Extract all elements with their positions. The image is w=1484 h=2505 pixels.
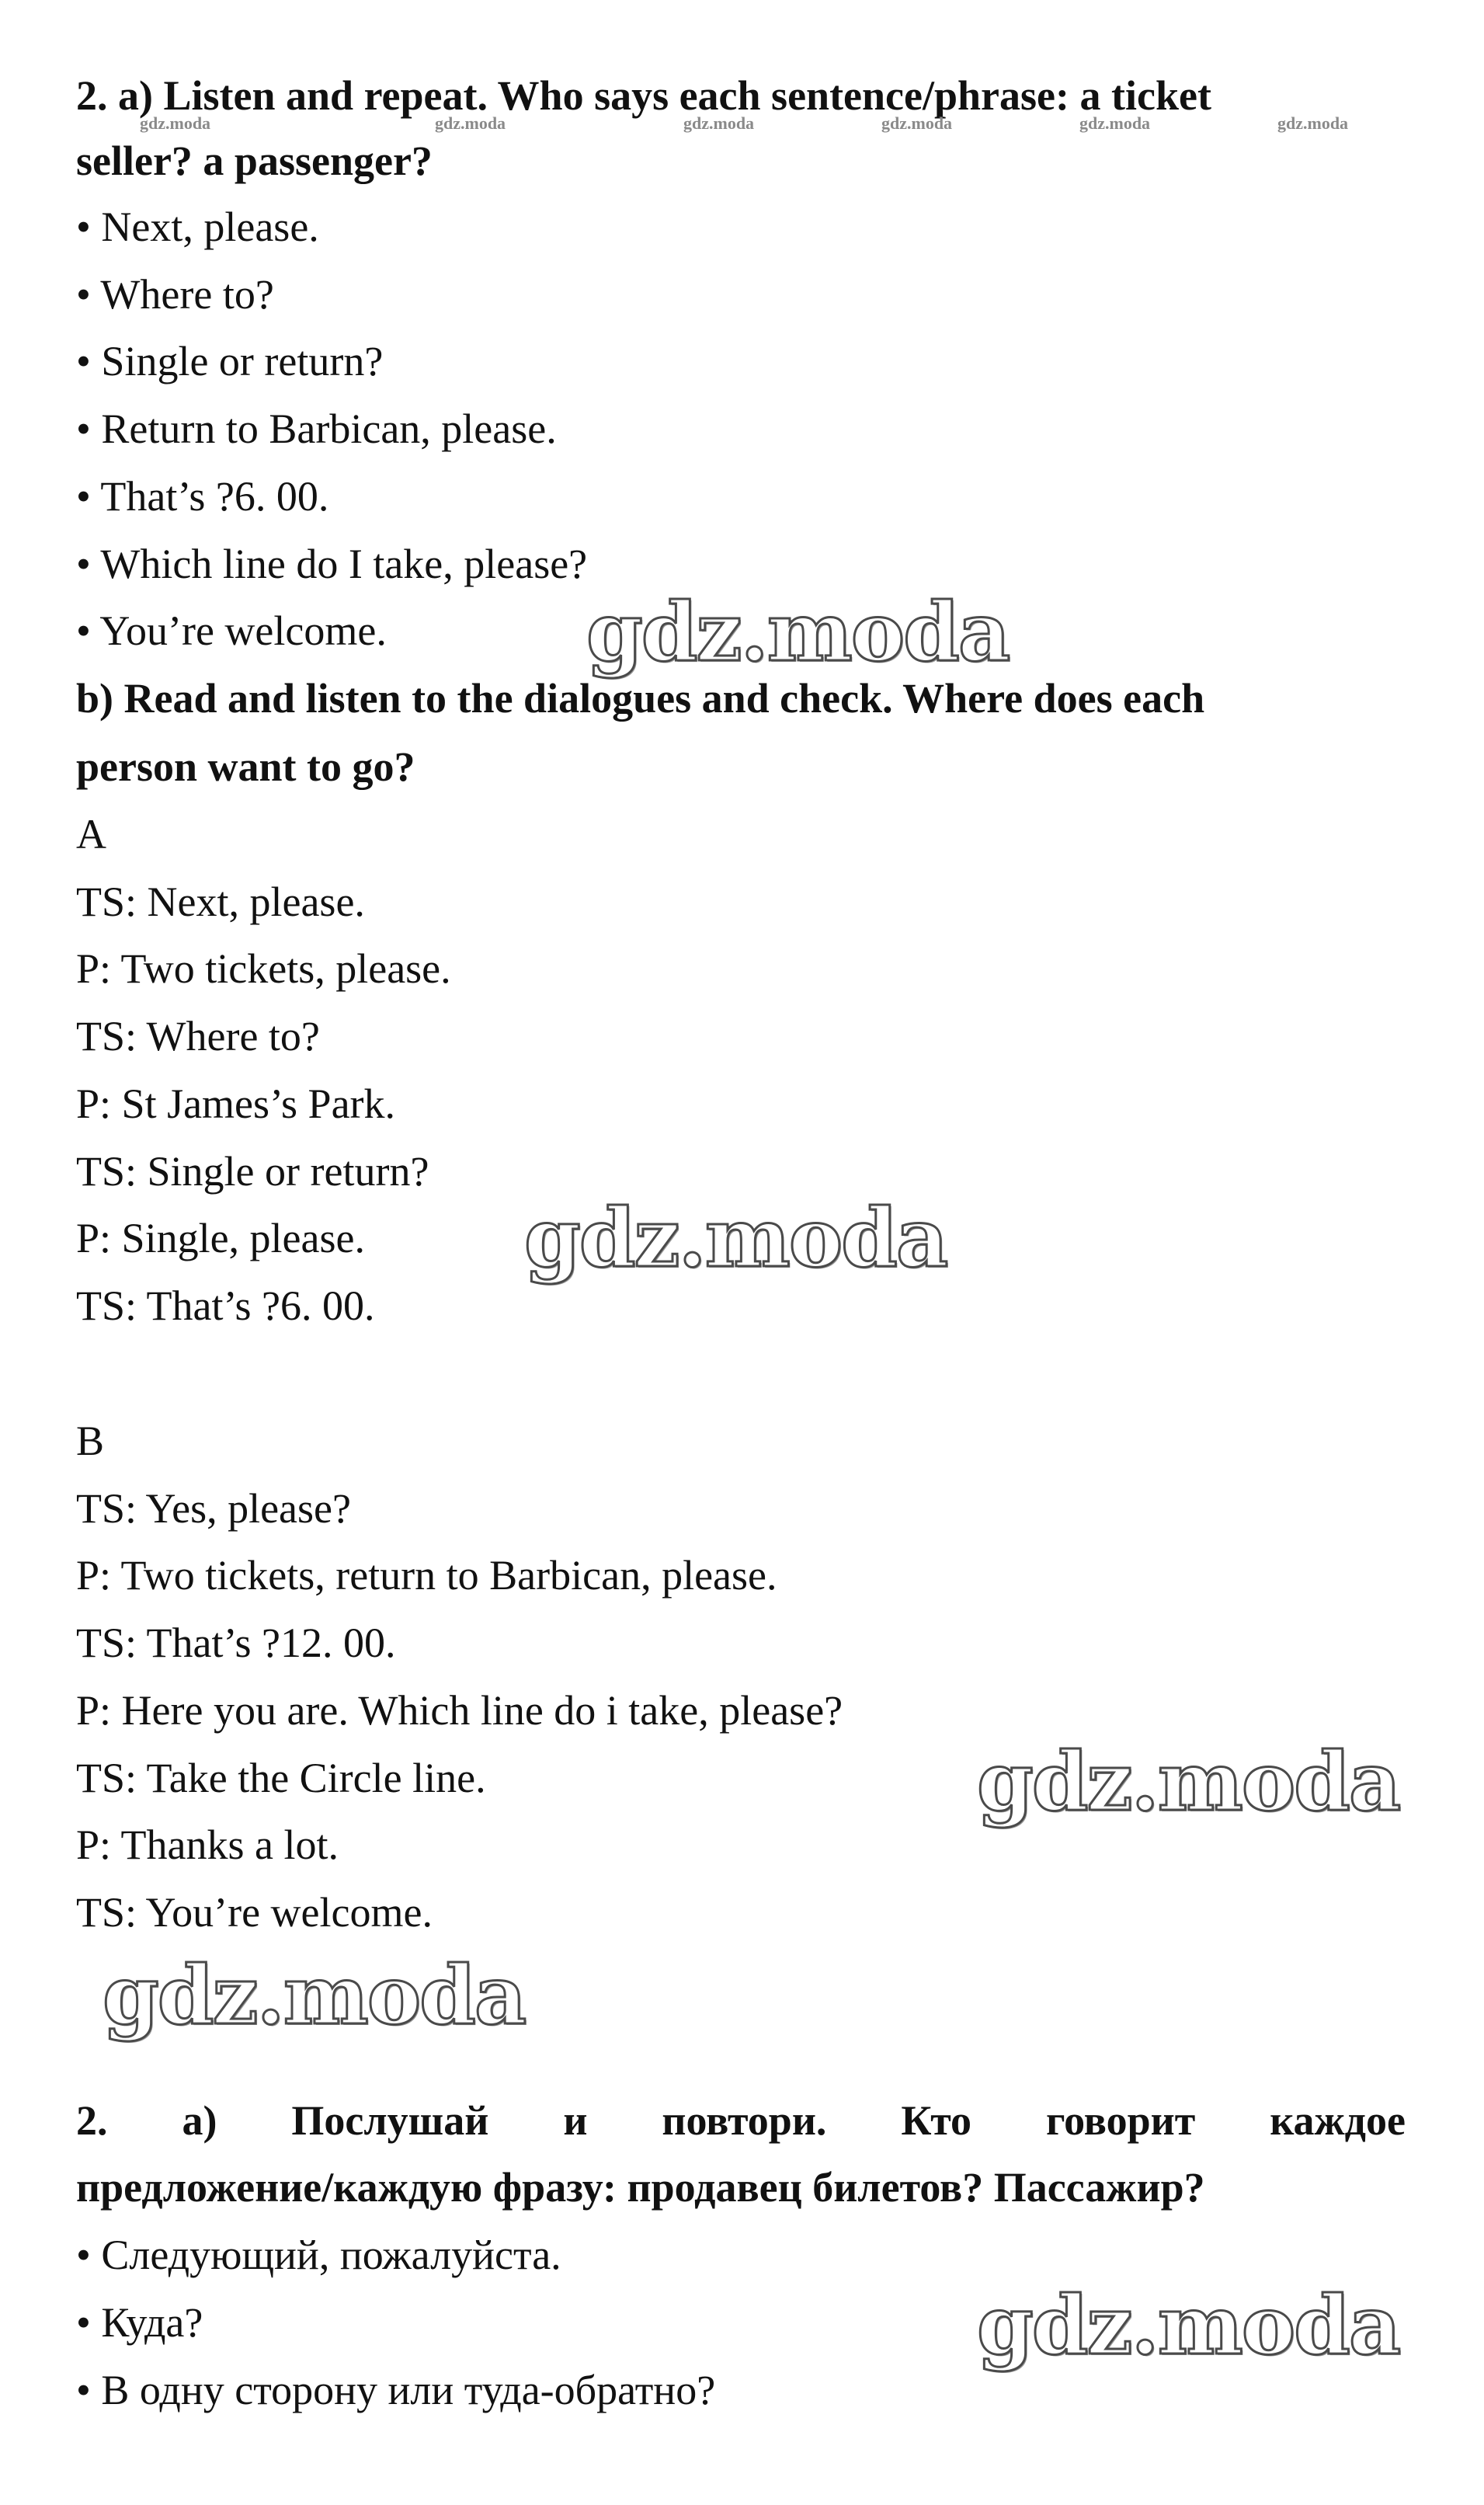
dialogue-line: P: Thanks a lot.: [76, 1821, 339, 1868]
heading-word: Послушай: [291, 2097, 489, 2144]
translation-heading-line2: предложение/каждую фразу: продавец билетов? Пассажир?: [76, 2164, 1205, 2211]
dialogue-line: TS: Where to?: [76, 1013, 320, 1059]
dialogue-line: P: Single, please.: [76, 1215, 365, 1261]
heading-word: и: [563, 2097, 588, 2144]
exercise-2a-heading-line2: seller? a passenger?: [76, 137, 433, 184]
exercise-2b-heading-line2: person want to go?: [76, 743, 415, 790]
bullet-item: • Where to?: [76, 271, 274, 318]
dialogue-line: TS: Next, please.: [76, 878, 365, 925]
dialogue-line: TS: That’s ?6. 00.: [76, 1282, 375, 1329]
watermark-small: gdz.moda: [140, 113, 211, 133]
bullet-item: • В одну сторону или туда-обратно?: [76, 2367, 716, 2413]
dialogue-line: TS: That’s ?12. 00.: [76, 1620, 396, 1666]
dialogue-line: P: Two tickets, please.: [76, 945, 451, 992]
heading-word: говорит: [1045, 2097, 1196, 2144]
watermark-big: gdz.moda: [977, 1734, 1400, 1829]
watermark-small: gdz.moda: [1079, 113, 1151, 133]
watermark-big: gdz.moda: [524, 1190, 947, 1286]
dialogue-line: P: Here you are. Which line do i take, please?: [76, 1687, 843, 1734]
bullet-item: • That’s ?6. 00.: [76, 473, 329, 520]
dialogue-b-label: B: [76, 1418, 105, 1464]
dialogue-line: P: Two tickets, return to Barbican, please.: [76, 1552, 777, 1599]
heading-word: а): [182, 2097, 217, 2144]
bullet-item: • You’re welcome.: [76, 607, 387, 654]
watermark-small: gdz.moda: [435, 113, 506, 133]
translation-heading-line1: [76, 2096, 1406, 2145]
heading-word: каждое: [1270, 2097, 1406, 2144]
dialogue-line: TS: Yes, please?: [76, 1485, 351, 1532]
exercise-2a-heading-line1: 2. a) Listen and repeat. Who says each sentence/phrase: a ticket: [76, 72, 1211, 119]
bullet-item: • Single or return?: [76, 338, 384, 384]
watermark-big: gdz.moda: [977, 2277, 1400, 2373]
watermark-small: gdz.moda: [881, 113, 953, 133]
watermark-big: gdz.moda: [586, 584, 1010, 680]
bullet-item: • Return to Barbican, please.: [76, 405, 557, 452]
heading-word: 2.: [76, 2097, 108, 2144]
watermark-big: gdz.moda: [103, 1947, 526, 2043]
dialogue-line: TS: You’re welcome.: [76, 1889, 433, 1936]
dialogue-line: TS: Single or return?: [76, 1148, 429, 1195]
heading-word: повтори.: [662, 2097, 827, 2144]
bullet-item: • Which line do I take, please?: [76, 541, 588, 587]
bullet-item: • Куда?: [76, 2299, 203, 2346]
dialogue-a-label: A: [76, 811, 106, 858]
watermark-small: gdz.moda: [1277, 113, 1349, 133]
dialogue-line: P: St James’s Park.: [76, 1080, 396, 1127]
bullet-item: • Следующий, пожалуйста.: [76, 2232, 561, 2278]
bullet-item: • Next, please.: [76, 204, 319, 250]
dialogue-line: TS: Take the Circle line.: [76, 1755, 486, 1801]
watermark-small: gdz.moda: [683, 113, 755, 133]
heading-word: Кто: [901, 2097, 972, 2144]
exercise-2b-heading-line1: b) Read and listen to the dialogues and check. Where does each: [76, 675, 1205, 722]
